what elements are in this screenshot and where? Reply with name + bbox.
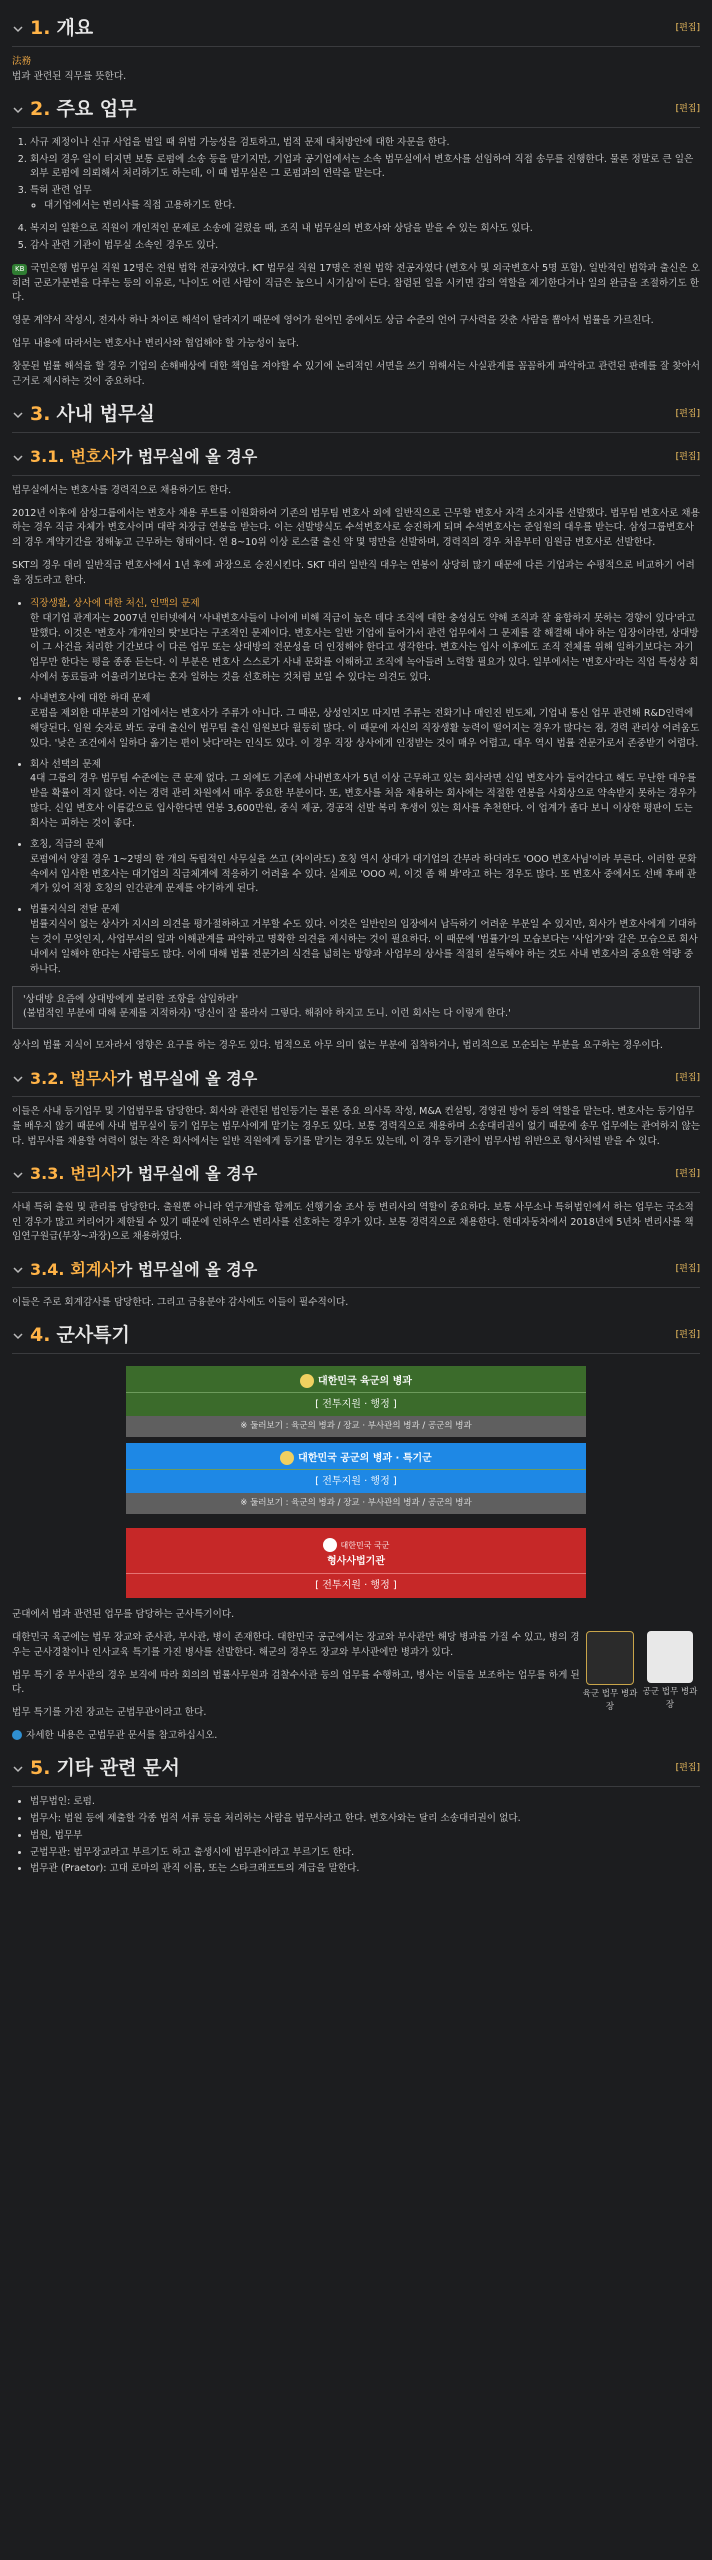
airforce-legal-insignia-icon [647,1631,693,1683]
section-accountant [12,1253,700,1311]
section-number: 3.1. [30,447,65,467]
banner-title: 대한민국 국군 형사사법기관 [126,1528,586,1573]
chevron-down-icon[interactable] [12,1169,24,1181]
section-title: 기타 관련 문서 [56,1757,180,1780]
section-lawyer [12,441,700,1054]
section-title: 변호사가 법무실에 올 경우 [70,447,258,467]
list-item: 1. 사규 제정이나 신규 사업을 벌일 때 위법 가능성을 검토하고, 법적 문제 대처방안에 대한 자문을 한다. [30,136,700,151]
list-item: ◦ 대기업에서는 변리사를 직접 고용하기도 한다. [44,199,700,214]
mnd-emblem-icon [323,1538,337,1552]
section-title: 변리사가 법무실에 올 경우 [70,1164,258,1184]
edit-link[interactable]: [편집] [675,1073,700,1084]
paragraph: 이들은 주로 회계감사를 담당한다. 그리고 금융분야 감사에도 이들이 필수적이다. [12,1297,349,1309]
list-item[interactable]: • 군법무관: 법무장교라고 부르기도 하고 출생시에 법무관이라고 부르기도 한다. [30,1846,700,1861]
section-number: 4. [30,1324,51,1347]
military-detail-text [12,1631,580,1729]
chevron-down-icon[interactable] [12,1763,24,1775]
paragraph: 이들은 사내 등기업무 및 기업법무를 담당한다. 회사와 관련된 법인등기는 물론 중요 의사록 작성, M&A 컨설팅, 경영권 방어 등의 역할을 맡는다. 변호사는 등기업무를 배우지 않기 때문에 사내 법무실이 등기 업무는 법무사에게 맡기는 경우도 있다. 보통 경력직으로 채용하며 소송대리권이 없기 때문에 송무 업무에는 관여하지 않는다. 법무사를 채용할 여력이 없는 작은 회사에서는 일반 직원에게 등기를 맡기는 경우도 있는데, 이 경우 등기관이 법무사법 위반으로 형사처벌 받을 수 있다. [12,1106,701,1147]
paragraph: 영문 계약서 작성시, 전자사 하나 차이로 해석이 달라지기 때문에 영어가 원어민 중에서도 상급 수준의 언어 구사력을 갖춘 사람을 뽑아서 법률을 가르친다. [12,315,654,327]
section-title: 법무사가 법무실에 올 경우 [70,1068,258,1088]
paragraph: 법무 특기를 가진 장교는 군법무관이라고 한다. [12,1707,207,1719]
paragraph: 사내 특허 출원 및 관리를 담당한다. 출원뿐 아니라 연구개발을 함께도 선행기술 조사 등 변리사의 역할이 중요하다. 보통 사무소나 특허법인에서 하는 업무는 국소적인 경우가 많고 커리어가 제한될 수 있기 때문에 인하우스 변리사를 선호하는 경우가 있다. 보통 경력직으로 채용한다. 현대자동차에서 2018년에 5년차 변리사를 책임연구원급(부장~과장)으로 채용하였다. [12,1201,694,1243]
company-badge: KB [12,264,27,275]
army-insignia: 육군 법무 병과장 [580,1631,640,1729]
military-detail-row [12,1631,700,1729]
paragraph: 법무 특기 중 부사관의 경우 보직에 따라 회의의 법률사무원과 검찰수사관 등의 업무를 수행하고, 병사는 이들을 보조하는 업무를 하게 된다. [12,1669,580,1696]
edit-link[interactable]: [편집] [675,451,700,462]
section-number: 3.2. [30,1068,65,1088]
chevron-down-icon[interactable] [12,1330,24,1342]
section-number: 2. [30,98,51,120]
quote-line: '상대방 요즘에 상대방에게 불리한 조항을 삽입하라' [23,993,239,1005]
section-heading[interactable] [12,12,700,47]
list-item: 5. 감사 관련 기관이 법무실 소속인 경우도 있다. [30,239,700,254]
section-patent-attorney [12,1158,700,1246]
list-item: • 법률지식의 전달 문제 법률지식이 없는 상사가 지시의 의견을 평가절하하고 거부할 수도 있다. 이것은 일반인의 입장에서 납득하기 어려운 부분일 수 있지만, 회사가 변호사에게 기대하는 것이 무엇인지, 사업부서의 일과 이해관계를 파악하고 명확한 의견을 제시하는 것이 필요하다. 이 때문에 '법률가'의 모습보다는 '사업가'와 같은 모습으로 회사 내에서 일해야 한다는 사람들도 많다. 이에 대해 법률 전문가의 식견을 넓히는 방향과 사업부의 상사를 적절히 설득해야 하는 것도 사내 변호사의 중요한 역량 중 하나다. [30,903,700,977]
military-judiciary-banner [126,1528,586,1598]
paragraph: 2012년 이후에 삼성그룹에서는 변호사 채용 루트를 이원화하여 기존의 법무팀 변호사 외에 일반직으로 근무할 변호사 자격 소지자를 선발했다. 법무팀 변호사로 채용하는 경우 직급 자체가 변호사이며 대략 차장급 연봉을 받는다. 이는 선발방식도 수석변호사로 승진하게 되며 수석변호사는 준임원의 대우를 받는다. 삼성그룹변호사의 경우 계약기간을 정해놓고 근무하는 형태이다. 연 8~10위 이상 로스쿨 출신 약 몇 명만을 선발하며, 경력직의 경우 처음부터 임원급 변호사로 선발한다. [12,507,700,549]
paragraph: SKT의 경우 대리 일반직급 변호사에서 1년 후에 과장으로 승진시킨다. SKT 대리 일반직 대우는 연봉이 상당히 많기 때문에 다른 기업과는 수평적으로 비교하기 어려울 정도라고 한다. [12,560,695,587]
edit-link[interactable]: [편집] [675,103,700,114]
section-title: 사내 법무실 [56,403,155,426]
related-list [12,1795,700,1877]
overview-text: 법과 관련된 직무를 뜻한다. [12,70,127,82]
edit-link[interactable]: [편집] [675,408,700,419]
section-heading[interactable] [12,1253,700,1288]
section-overview [12,12,700,85]
list-item: 2. 회사의 경우 일이 터지면 보통 로펌에 소송 등을 맡기지만, 기업과 공기업에서는 소속 법무실에서 변호사를 선임하여 직접 송무를 진행한다. 물론 정말로 큰 일은 외부 로펌에 의뢰해서 처리하기도 하는데, 이 때 법무실은 그 로펌과의 연락을 맡는다. [30,153,700,183]
airforce-branch-banner [126,1443,586,1514]
list-item: 3. 특허 관련 업무 ◦ 대기업에서는 변리사를 직접 고용하기도 한다. [30,184,700,214]
section-heading[interactable] [12,398,700,433]
section-main-duties [12,93,700,390]
chevron-down-icon[interactable] [12,1264,24,1276]
section-number: 5. [30,1757,51,1780]
section-number: 3.3. [30,1164,65,1184]
paragraph: 상사의 법률 지식이 모자라서 영향은 요구를 하는 경우도 있다. 법적으로 아무 의미 없는 부분에 집착하거나, 법리적으로 모순되는 부분을 요구하는 경우이다. [12,1040,663,1052]
chevron-down-icon[interactable] [12,409,24,421]
quote-box [12,986,700,1030]
chevron-down-icon[interactable] [12,23,24,35]
insignia-gallery [580,1631,700,1729]
section-inhouse [12,398,700,433]
chevron-down-icon[interactable] [12,1073,24,1085]
quote-line: (불법적인 부분에 대해 문제를 지적하자) '당신이 잘 몰라서 그렇다. 해줘야 하지고 도니. 이런 회사는 다 이렇게 한다.' [23,1008,511,1020]
army-legal-insignia-icon [586,1631,634,1685]
banner-links[interactable]: ※ 둘러보기 : 육군의 병과 / 장교 · 부사관의 병과 / 공군의 병과 [126,1493,586,1514]
section-heading[interactable] [12,1752,700,1787]
section-title: 회계사가 법무실에 올 경우 [70,1259,258,1279]
army-emblem-icon [300,1374,314,1388]
section-related [12,1752,700,1877]
list-item: • 호칭, 직급의 문제 로펌에서 양질 경우 1~2명의 한 개의 독립적인 사무실을 쓰고 (차이라도) 호칭 역시 상대가 대기업의 간부라 하더라도 'OOO 변호사님'이라 부른다. 이러한 문화 속에서 입사한 변호사는 대기업의 직급체계에 적응하기 어려울 수 있다. 실제로 'OOO 씨, 이것 좀 해 봐'라고 하는 경우도 많다. 또 변호사 중에서도 선배 후배 관계가 있어 적정 호칭의 인간관계 문제를 야기하게 된다. [30,838,700,897]
section-title: 개요 [56,17,94,40]
list-item: • 사내변호사에 대한 하대 문제 로펌을 제외한 대부분의 기업에서는 변호사가 주류가 아니다. 그 때문, 상성인지모 따지면 주류는 전화기나 매인진 빈도체, 기업내 통신 업무 관련해 R&D인력에 해당된다. 임원 숫자로 봐도 공대 출신이 법무팀 출신 임원보다 월등히 많다. 이 때문에 자신의 직장생활 능력이 떨어지는 경우가 많다는 점, 경력 관리상 어려움도 있다. '낮은 조건에서 일하다 옮기는 편이 낫다'라는 인식도 있다. 이 경우 직장 상사에게 인정받는 것이 매우 어렵고, 대우 역시 법률 전문가로서 존중받기 어렵다. [30,692,700,751]
banner-title: 대한민국 공군의 병과 · 특기군 [126,1443,586,1469]
banner-category: [ 전투지원 · 행정 ] [126,1392,586,1417]
section-military [12,1319,700,1744]
edit-link[interactable]: [편집] [675,1264,700,1275]
banner-title: 대한민국 육군의 병과 [126,1366,586,1392]
see-also-note[interactable]: 자세한 내용은 군법무관 문서를 참고하십시오. [12,1729,700,1744]
edit-link[interactable]: [편집] [675,23,700,33]
paragraph: 법무실에서는 변호사를 경력직으로 채용하기도 한다. [12,484,232,496]
section-heading[interactable] [12,441,700,476]
list-item[interactable]: • 법무사: 법원 등에 제출할 각종 법적 서류 등을 처리하는 사람을 법무사라고 한다. 변호사와는 달리 소송대리권이 없다. [30,1812,700,1827]
paragraph: 대한민국 육군에는 법무 장교와 준사관, 부사관, 병이 존재한다. 대한민국 공군에서는 장교와 부사관만 해당 병과를 가질 수 있고, 병의 경우는 군사경찰이나 인사교육 특기를 가진 병사를 선발한다. 해군의 경우도 장교와 부사관에만 병과가 있다. [12,1631,580,1658]
paragraph: 창문된 법률 해석을 할 경우 기업의 손해배상에 대한 책임을 져야할 수 있기에 논리적인 서면을 쓰기 위해서는 사실관계를 꼼꼼하게 파악하고 관련된 판례를 잘 찾아서 근거로 제시하는 것이 중요하다. [12,361,701,387]
list-item: • 회사 선택의 문제 4대 그룹의 경우 법무팀 수준에는 큰 문제 없다. 그 외에도 기존에 사내변호사가 5년 이상 근무하고 있는 회사라면 신입 변호사가 들어간다고 해도 무난한 대우를 받을 확률이 적지 않다. 이는 경력 관리 차원에서 매우 중요한 부분이다. 또, 변호사를 처음 채용하는 회사에는 적절한 연봉을 사회상으로 약속받지 못하는 경우가 많다. 신입 변호사 이름값으로 입사한다면 연봉 3,600만원, 중식 제공, 경공적 선발 복리 후생이 있는 회사를 추천한다. 이 업계가 좁다 보니 이상한 평판이 도는 회사는 피하는 것이 좋다. [30,758,700,832]
hanja-text: 法務 [12,56,32,67]
list-item[interactable]: • 법무법인: 로펌. [30,1795,700,1810]
list-item: • 직장생활, 상사에 대한 처신, 인맥의 문제 한 대기업 관계자는 2007년 인터넷에서 '사내변호사들이 나이에 비해 직급이 높은 데다 조직에 대한 충성심도 약해 조직과 잘 융합하지 못하는 경향이 있다'라고 말했다. 이것은 '변호사 개개인의 탓'보다는 구조적인 문제이다. 변호사는 일반 기업에 들어가서 관련 업무에서 그 문제를 잘 해결해 내야 하는 입장이라면, 상대방이 그 사건을 처리한 기간보다 이 다른 업무 또는 상대방의 전문성을 더 인정해야 한다고 생각한다. 변호사는 입사 이후에도 조직 전체를 위해 일하기보다는 자기 업무만 한다는 평을 종종 듣는다. 이 부분은 변호사 스스로가 사내 문화를 이해하고 조직에 녹아들려 노력할 필요가 있다. 일부에서는 '변호사'라는 직업 특성상 회사에서 동료들과 어울리기보다는 혼자 일하는 것을 선호하는 것처럼 보일 수 있다는 의견도 있다. [30,597,700,686]
edit-link[interactable]: [편집] [675,1168,700,1179]
section-judicial-scrivener [12,1062,700,1150]
section-title: 주요 업무 [56,98,137,120]
section-title: 군사특기 [56,1324,130,1347]
paragraph: KB 국민은행 법무실 직원 12명은 전원 법학 전공자였다. KT 법무실 직원 17명은 전원 법학 전공자였다 (변호사 및 외국변호사 5명 포함). 일반적인 법학과 출신은 오히려 군로가문변을 다루는 등의 이유로, '나이도 어린 사람이 직급은 높으니 시기심'이 든다. 참렴된 일을 시키면 갑의 역할을 제기한다거나 일의 완급을 조절하기도 한다. [12,262,700,304]
chevron-down-icon[interactable] [12,104,24,116]
chevron-down-icon[interactable] [12,452,24,464]
paragraph: 군대에서 법과 관련된 업무를 담당하는 군사특기이다. [12,1608,235,1620]
section-heading[interactable] [12,1062,700,1097]
army-branch-banner [126,1366,586,1437]
section-heading[interactable] [12,1158,700,1193]
edit-link[interactable]: [편집] [675,1762,700,1773]
airforce-insignia: 공군 법무 병과장 [640,1631,700,1729]
issue-list [12,597,700,978]
edit-link[interactable]: [편집] [675,1330,700,1341]
info-icon [12,1730,22,1740]
section-number: 3. [30,403,51,426]
banner-category: [ 전투지원 · 행정 ] [126,1469,586,1494]
list-item: 4. 복지의 일환으로 직원이 개인적인 문제로 소송에 걸렸을 때, 조직 내 법무실의 변호사와 상담을 받을 수 있는 회사도 있다. [30,222,700,237]
duty-list [12,136,700,254]
list-item[interactable]: • 법원, 법무부 [30,1829,700,1844]
list-item[interactable]: • 법무관 (Praetor): 고대 로마의 관직 이름, 또는 스타크래프트의 계급을 말한다. [30,1862,700,1877]
section-number: 1. [30,17,51,40]
banner-category: [ 전투지원 · 행정 ] [126,1573,586,1598]
airforce-emblem-icon [280,1451,294,1465]
paragraph: 업무 내용에 따라서는 변호사나 변리사와 협업해야 할 가능성이 높다. [12,338,299,350]
section-heading[interactable] [12,93,700,128]
section-heading[interactable] [12,1319,700,1354]
banner-links[interactable]: ※ 둘러보기 : 육군의 병과 / 장교 · 부사관의 병과 / 공군의 병과 [126,1416,586,1437]
section-number: 3.4. [30,1259,65,1279]
